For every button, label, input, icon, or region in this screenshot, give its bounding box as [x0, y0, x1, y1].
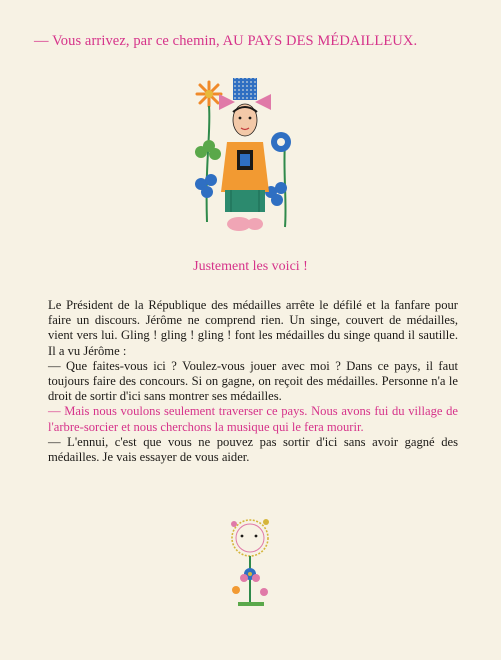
paragraph-3: — Mais nous voulons seulement traverser ce pays. Nous avons fui du village de l'arbre-sorcier et nous cherchons la musique qui le fera mourir.: [48, 404, 458, 434]
top-illustration: [185, 72, 305, 242]
paragraph-1: Le Président de la République des médailles arrête le défilé et la fanfare pour faire un discours. Jérôme ne comprend rien. Un singe, couvert de médailles, vient vers lui. Gling ! gling ! gling ! font les médailles du singe quand il sautille. Il a vu Jérôme :: [48, 298, 458, 358]
chapter-heading: — Vous arrivez, par ce chemin, AU PAYS DES MÉDAILLEUX.: [34, 33, 418, 49]
illustration-caption: Justement les voici !: [193, 259, 308, 274]
orange-flower-icon: [197, 82, 221, 106]
paragraph-4: — L'ennui, c'est que vous ne pouvez pas sortir d'ici sans avoir gagné des médailles. Je vais essayer de vous aider.: [48, 434, 458, 465]
story-text: [48, 298, 458, 465]
blue-flower-icon: [271, 132, 291, 152]
bottom-illustration: [214, 516, 284, 616]
flower-icon: [240, 568, 260, 582]
sun-icon: [231, 519, 269, 556]
paragraph-2: — Que faites-vous ici ? Voulez-vous jouer avec moi ? Dans ce pays, il faut toujours faire des concours. Si on gagne, on reçoit des médailles. Personne n'a le droit de sortir d'ici sans montrer ses médailles.: [48, 358, 458, 404]
